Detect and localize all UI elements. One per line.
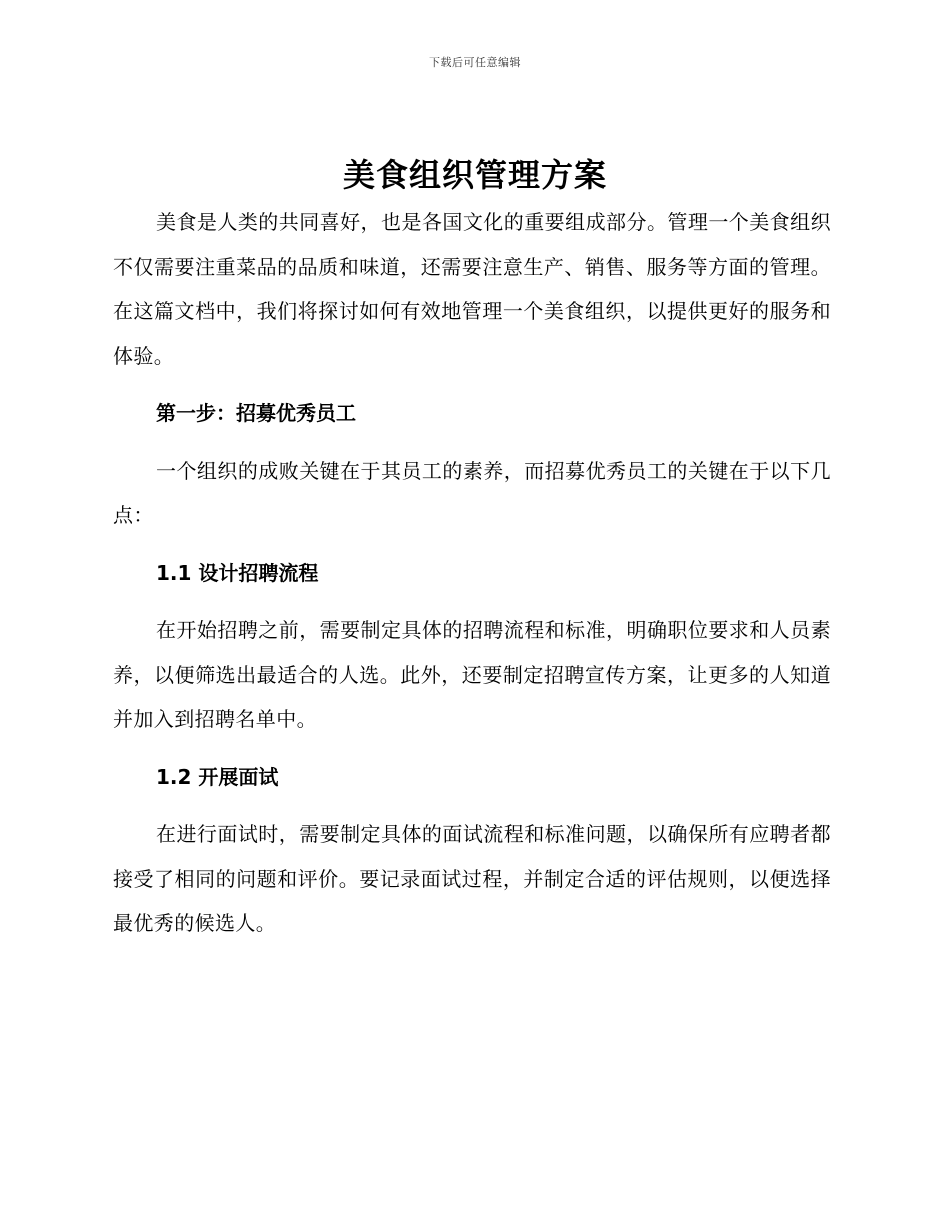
step1-paragraph: 一个组织的成败关键在于其员工的素养，而招募优秀员工的关键在于以下几点： — [113, 458, 831, 527]
section-1-1-paragraph: 在开始招聘之前，需要制定具体的招聘流程和标准，明确职位要求和人员素养，以便筛选出最适合的人选。此外，还要制定招聘宣传方案，让更多的人知道并加入到招聘名单中。 — [113, 618, 831, 731]
section-1-2-paragraph: 在进行面试时，需要制定具体的面试流程和标准问题，以确保所有应聘者都接受了相同的问题和评价。要记录面试过程，并制定合适的评估规则，以便选择最优秀的候选人。 — [113, 822, 831, 935]
section-1-2-heading: 1.2 开展面试 — [156, 764, 279, 789]
intro-paragraph: 美食是人类的共同喜好，也是各国文化的重要组成部分。管理一个美食组织不仅需要注重菜品的品质和味道，还需要注意生产、销售、服务等方面的管理。在这篇文档中，我们将探讨如何有效地管理一个美食组织，以提供更好的服务和体验。 — [113, 210, 831, 368]
section-1-1-heading: 1.1 设计招聘流程 — [156, 560, 319, 585]
document-title: 美食组织管理方案 — [342, 156, 607, 194]
page-header-note: 下载后可任意编辑 — [429, 56, 521, 69]
document-body — [113, 200, 831, 946]
step1-heading: 第一步：招募优秀员工 — [156, 401, 356, 425]
